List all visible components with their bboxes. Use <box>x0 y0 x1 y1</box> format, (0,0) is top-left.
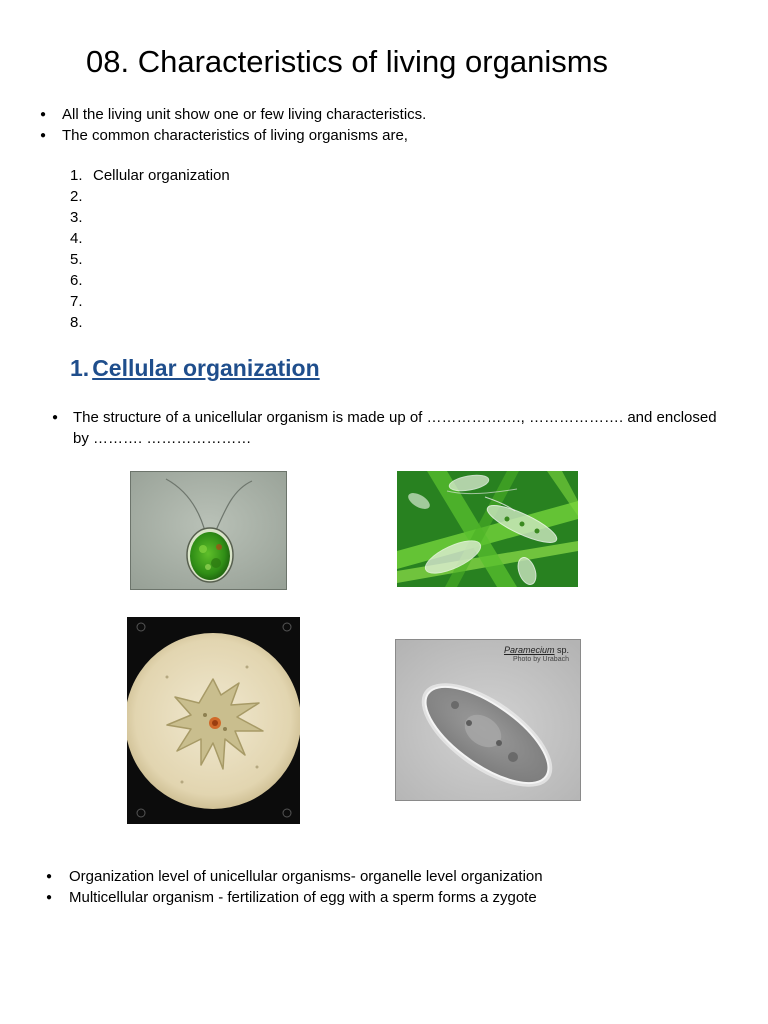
intro-bullet: ● The common characteristics of living organisms are, <box>38 125 426 146</box>
list-item <box>70 228 230 249</box>
section-heading-text: Cellular organization <box>92 355 320 381</box>
section-heading <box>70 355 320 382</box>
paramecium-micrograph-image <box>395 639 581 801</box>
list-item <box>70 312 230 333</box>
paramecium-caption <box>395 645 569 665</box>
list-text: Cellular organization <box>93 167 230 184</box>
list-number: 6. <box>70 272 83 289</box>
list-number: 3. <box>70 209 83 226</box>
section-number: 1. <box>70 355 90 381</box>
closing-bullet: ● Multicellular organism - fertilization of egg with a sperm forms a zygote <box>46 887 543 908</box>
list-number: 1. <box>70 167 83 184</box>
list-number: 2. <box>70 188 83 205</box>
intro-bullet-list <box>38 104 426 146</box>
list-number: 5. <box>70 251 83 268</box>
list-item <box>70 207 230 228</box>
green-flagellate-image <box>130 471 287 590</box>
list-item <box>70 165 230 186</box>
euglena-illustration-image <box>397 471 578 587</box>
list-number: 4. <box>70 230 83 247</box>
section-bullet-list <box>52 407 732 449</box>
list-number: 8. <box>70 314 83 331</box>
list-item <box>70 270 230 291</box>
caption-suffix: sp. <box>554 645 569 655</box>
list-item <box>70 249 230 270</box>
intro-bullet: ● All the living unit show one or few living characteristics. <box>38 104 426 125</box>
closing-bullet-list <box>46 866 543 908</box>
list-item <box>70 186 230 207</box>
closing-bullet: ● Organization level of unicellular organisms- organelle level organization <box>46 866 543 887</box>
characteristics-list <box>70 165 230 333</box>
page-title: 08. Characteristics of living organisms <box>86 44 609 79</box>
list-number: 7. <box>70 293 83 310</box>
list-item <box>70 291 230 312</box>
amoeba-micrograph-image <box>127 617 300 824</box>
caption-species: Paramecium <box>503 645 555 655</box>
caption-credit: Photo by Urabach <box>512 656 569 663</box>
section-bullet: ● The structure of a unicellular organism is made up of ………………., ………………. and enclosed by ………. ………………… <box>52 407 732 449</box>
